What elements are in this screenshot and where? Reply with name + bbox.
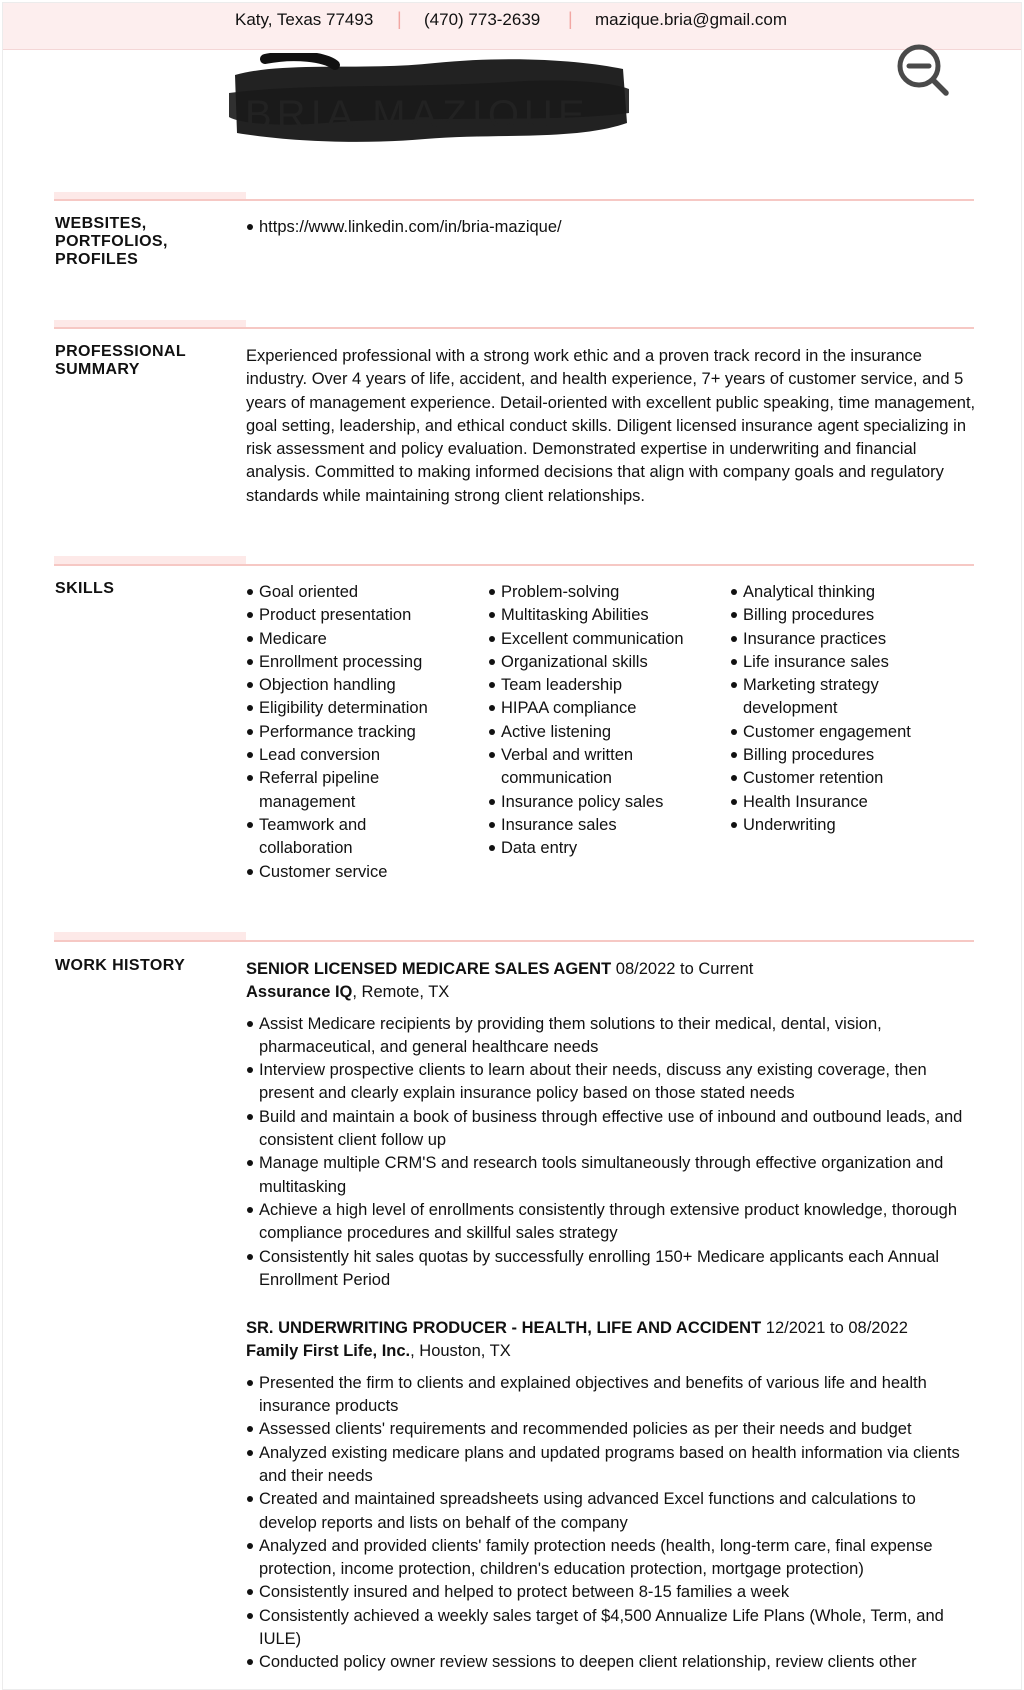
websites-content xyxy=(246,216,976,239)
job-bullet: Interview prospective clients to learn about their needs, discuss any existing coverage, then present and clearly explain insurance policy based on those stated needs xyxy=(246,1059,976,1106)
skill-item: Teamwork and collaboration xyxy=(246,814,399,861)
skill-item: Life insurance sales xyxy=(730,651,966,674)
job-bullet: Consistently insured and helped to protect between 8-15 families a week xyxy=(246,1581,976,1604)
job-bullet: Build and maintain a book of business through effective use of inbound and outbound leads, and consistent client follow up xyxy=(246,1106,976,1153)
skill-item: Customer retention xyxy=(730,767,966,790)
contact-phone: (470) 773-2639 xyxy=(424,10,541,29)
skill-item: Eligibility determination xyxy=(246,697,482,720)
skill-item: Customer service xyxy=(246,861,482,884)
section-divider xyxy=(54,564,974,566)
job-employer xyxy=(246,1340,976,1363)
skill-item: Referral pipeline management xyxy=(246,767,409,814)
job-location: , Remote, TX xyxy=(352,983,450,1002)
section-accent xyxy=(54,932,246,940)
job-header xyxy=(246,958,976,981)
job-bullet: Conducted policy owner review sessions to deepen client relationship, review clients other xyxy=(246,1651,976,1674)
job-bullet: Assist Medicare recipients by providing them solutions to their medical, dental, vision, pharmaceutical, and general healthcare needs xyxy=(246,1013,976,1060)
skill-item: Marketing strategy development xyxy=(730,674,903,721)
contact-location: Katy, Texas 77493 xyxy=(235,10,374,29)
job-entry xyxy=(246,958,976,1292)
skill-item: Active listening xyxy=(488,721,724,744)
skill-item: Customer engagement xyxy=(730,721,966,744)
skill-item: Problem-solving xyxy=(488,581,724,604)
skill-item: Insurance practices xyxy=(730,628,966,651)
section-title-summary: PROFESSIONAL SUMMARY xyxy=(55,343,187,378)
job-bullet: Manage multiple CRM'S and research tools simultaneously through effective organization and multitasking xyxy=(246,1152,976,1199)
contact-separator: | xyxy=(397,9,402,29)
contact-bar xyxy=(3,3,1022,50)
job-bullet: Presented the firm to clients and explained objectives and benefits of various life and health insurance products xyxy=(246,1372,976,1419)
summary-text: Experienced professional with a strong work ethic and a proven track record in the insurance industry. Over 4 years of life, accident, and health experience, 7+ years of customer service, and 5 years of management experience. Detail-oriented with excellent public speaking, time management, goal setting, leadership, and ethical conduct skills. Diligent licensed insurance agent specializing in risk assessment and policy evaluation. Demonstrated expertise in underwriting and financial analysis. Committed to making informed decisions that align with company goals and regulatory standards while maintaining strong client relationships. xyxy=(246,347,976,505)
skill-item: Objection handling xyxy=(246,674,482,697)
section-divider xyxy=(54,940,974,942)
section-divider xyxy=(54,327,974,329)
website-link[interactable]: https://www.linkedin.com/in/bria-mazique/ xyxy=(246,216,976,239)
skill-item: Verbal and written communication xyxy=(488,744,661,791)
job-bullet: Analyzed existing medicare plans and updated programs based on health information via clients and their needs xyxy=(246,1442,976,1489)
skill-item: Analytical thinking xyxy=(730,581,966,604)
skill-item: Goal oriented xyxy=(246,581,482,604)
job-header xyxy=(246,1317,976,1340)
section-accent xyxy=(54,556,246,564)
skill-item: Insurance policy sales xyxy=(488,791,724,814)
job-bullet: Assessed clients' requirements and recommended policies as per their needs and budget xyxy=(246,1418,976,1441)
section-title-websites: WEBSITES, PORTFOLIOS, PROFILES xyxy=(55,215,168,268)
skill-item: HIPAA compliance xyxy=(488,697,724,720)
skill-item: Team leadership xyxy=(488,674,724,697)
work-content xyxy=(246,958,976,1675)
contact-separator: | xyxy=(568,9,573,29)
job-dates: 12/2021 to 08/2022 xyxy=(765,1319,908,1338)
job-bullet: Created and maintained spreadsheets using advanced Excel functions and calculations to develop reports and lists on behalf of the company xyxy=(246,1488,976,1535)
skills-content xyxy=(246,581,976,901)
job-bullet: Consistently achieved a weekly sales target of $4,500 Annualize Life Plans (Whole, Term, and IULE) xyxy=(246,1605,976,1652)
job-title: SR. UNDERWRITING PRODUCER - HEALTH, LIFE AND ACCIDENT xyxy=(246,1319,762,1338)
skill-item: Insurance sales xyxy=(488,814,724,837)
contact-email[interactable]: mazique.bria@gmail.com xyxy=(595,10,788,29)
job-bullet: Analyzed and provided clients' family protection needs (health, long-term care, final expense protection, income protection, children's education protection, mortgage protection) xyxy=(246,1535,976,1582)
skill-item: Data entry xyxy=(488,837,724,860)
skill-item: Medicare xyxy=(246,628,482,651)
summary-content xyxy=(246,345,976,508)
zoom-out-icon[interactable] xyxy=(896,43,952,99)
job-title: SENIOR LICENSED MEDICARE SALES AGENT xyxy=(246,960,612,978)
job-company: Family First Life, Inc. xyxy=(246,1342,411,1361)
skill-item: Organizational skills xyxy=(488,651,724,674)
job-entry xyxy=(246,1317,976,1674)
skill-item: Billing procedures xyxy=(730,744,966,767)
candidate-name: BRIA MAZIQUE xyxy=(245,93,590,137)
job-company: Assurance IQ xyxy=(246,983,353,1002)
skills-column-2 xyxy=(488,581,724,861)
skills-column-1 xyxy=(246,581,482,884)
skill-item: Product presentation xyxy=(246,604,482,627)
section-title-work: WORK HISTORY xyxy=(55,957,186,974)
skills-column-3 xyxy=(730,581,966,837)
skill-item: Billing procedures xyxy=(730,604,966,627)
skill-item: Excellent communication xyxy=(488,628,724,651)
job-location: , Houston, TX xyxy=(410,1342,511,1361)
job-bullet: Consistently hit sales quotas by successfully enrolling 150+ Medicare applicants each Annual Enrollment Period xyxy=(246,1246,976,1293)
section-title-skills: SKILLS xyxy=(55,580,115,597)
resume-page xyxy=(2,2,1022,1690)
job-bullet: Achieve a high level of enrollments consistently through extensive product knowledge, thorough compliance procedures and skillful sales strategy xyxy=(246,1199,976,1246)
skill-item: Enrollment processing xyxy=(246,651,482,674)
job-employer xyxy=(246,981,976,1004)
skill-item: Performance tracking xyxy=(246,721,482,744)
skill-item: Multitasking Abilities xyxy=(488,604,724,627)
skill-item: Lead conversion xyxy=(246,744,482,767)
skill-item: Health Insurance xyxy=(730,791,966,814)
skill-item: Underwriting xyxy=(730,814,966,837)
section-divider xyxy=(54,199,974,201)
job-dates: 08/2022 to Current xyxy=(615,960,754,978)
